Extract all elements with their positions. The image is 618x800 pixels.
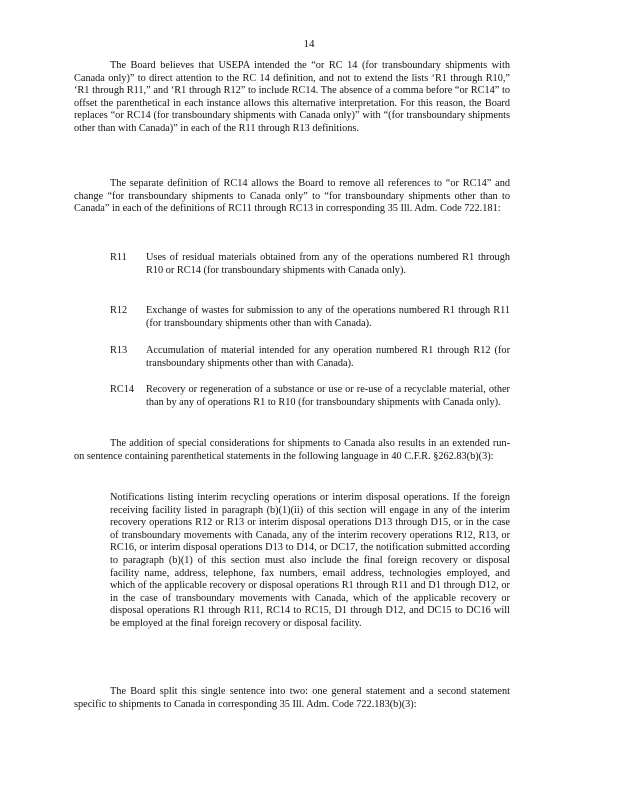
definition-code: RC14: [110, 384, 135, 395]
definition-text: Accumulation of material intended for any operation numbered R1 through R12 (for transboundary shipments other than with Canada).: [146, 345, 510, 369]
definition-code: R11: [110, 252, 127, 263]
definition-r12: [110, 305, 510, 330]
paragraph-3: The addition of special considerations for shipments to Canada also results in an extended run-on sentence containing parenthetical statements in the following language in 40 C.F.R. §262.83(b)(3):: [74, 438, 510, 462]
definition-text: Recovery or regeneration of a substance or use or re-use of a recyclable material, other than by any of operations R1 to R10 (for transboundary shipments with Canada only).: [146, 384, 510, 408]
page-number: 14: [303, 38, 315, 50]
block-quote: Notifications listing interim recycling operations or interim disposal operations. If the foreign receiving facility listed in paragraph (b)(1)(ii) of this section will engage in any of the interim recovery operations R12 or R13 or interim disposal operations D13 through D15, or in the case of transboundary movements with Canada, any of the interim recovery operations R12, R13, or RC16, or interim disposal operations D13 to D14, or DC17, the notification submitted according to paragraph (b)(1) of this section must also include the final foreign recovery or disposal facility name, address, telephone, fax numbers, email address, technologies employed, and which of the applicable recovery or disposal operations R1 through R11 and D1 through D12, or in the case of transboundary movements with Canada, which of the applicable recovery or disposal operations R1 through R11, RC14 to RC15, D1 through D12, and DC15 to DC16 will be employed at the final foreign recovery or disposal facility.: [110, 492, 510, 629]
paragraph-1: The Board believes that USEPA intended the “or RC 14 (for transboundary shipments with Canada only)” to direct attention to the RC 14 definition, and not to extend the lists ‘R1 through R10,” ‘R1 through R11,” and ‘R1 through R12” to include RC14. The absence of a comma before “or RC14” to offset the parenthetical in each instance allows this alternative interpretation. For this reason, the Board replaces “or RC14 (for transboundary shipments with Canada only)” with “(for transboundary shipments other than with Canada)” in each of the R11 through R13 definitions.: [74, 60, 510, 134]
paragraph-4: The Board split this single sentence into two: one general statement and a second statement specific to shipments to Canada in corresponding 35 Ill. Adm. Code 722.183(b)(3):: [74, 686, 510, 710]
definition-code: R13: [110, 345, 128, 356]
definition-text: Uses of residual materials obtained from any of the operations numbered R1 through R10 or RC14 (for transboundary shipments with Canada only).: [146, 252, 510, 276]
definition-r13: [110, 345, 510, 370]
paragraph-2: The separate definition of RC14 allows the Board to remove all references to “or RC14” and change “for transboundary shipments to Canada only” to “for transboundary shipments other than to Canada” in each of the definitions of RC11 through RC13 in corresponding 35 Ill. Adm. Code 722.181:: [74, 178, 510, 215]
definition-code: R12: [110, 305, 128, 316]
definition-text: Exchange of wastes for submission to any of the operations numbered R1 through R11 (for transboundary shipments other than with Canada).: [146, 305, 510, 329]
definition-rc14: [110, 384, 510, 409]
definition-r11: [110, 252, 510, 277]
